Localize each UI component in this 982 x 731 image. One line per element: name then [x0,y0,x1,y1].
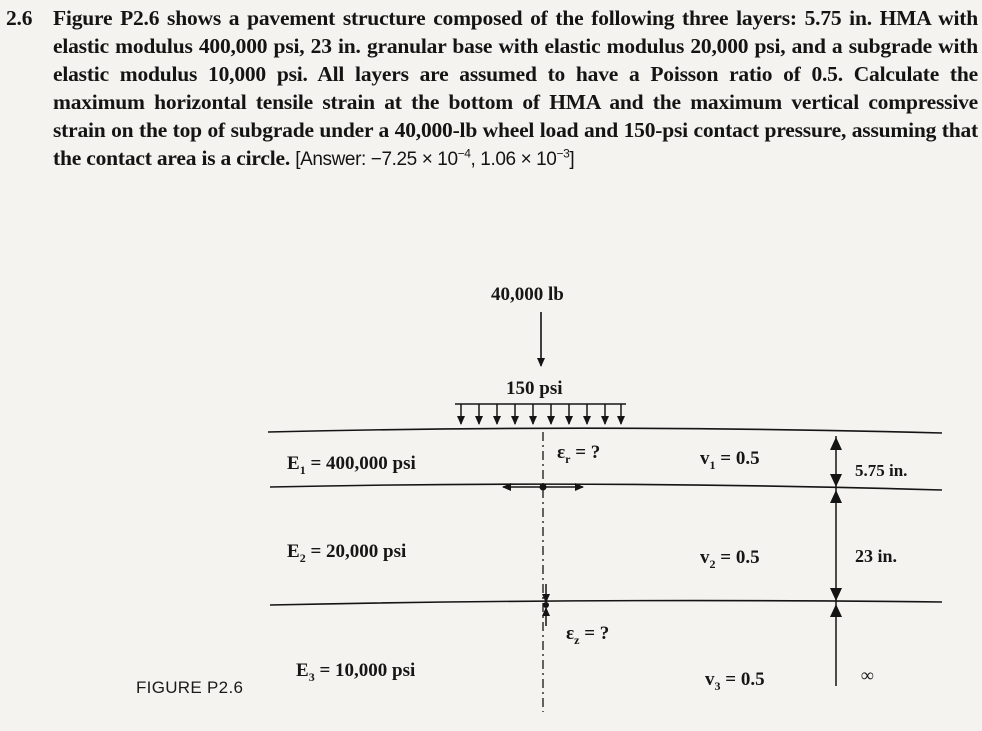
strain-z-label: $\varepsilon_z$ = ? [566,623,610,647]
problem-text: Figure P2.6 shows a pavement structure composed of the following three layers: 5.75 in. HMA with elastic modulus 400,000 psi, 23 in. granular base with elastic modulus 20,000 psi, and a subgrade with elastic modulus 10,000 psi. All layers are assumed to have a Poisson ratio of 0.5. Calculate the maximum horizontal tensile strain at the bottom of HMA and the maximum vertical compressive strain on the top of subgrade under a 40,000-lb wheel load and 150-psi contact pressure, assuming that the contact area is a circle. [53,6,978,170]
layer2-thickness-label: 23 in. [855,546,898,566]
pressure-arrows [461,404,621,424]
answer-exponent-2: −3 [556,146,570,161]
layer1-thickness-label: 5.75 in. [855,461,908,480]
answer-middle: , 1.06 × 10 [470,149,557,170]
layer3-thickness-label: ∞ [861,665,874,685]
layer1-modulus-label: $E_1 = 400,000$ psi [287,453,416,477]
dimension-tick-bottom-hma [830,474,842,487]
answer-exponent-1: −4 [457,146,471,161]
load-label: 40,000 lb [491,284,564,305]
layer1-poisson-label: $v_1 = 0.5$ [700,448,760,472]
figure-caption: FIGURE P2.6 [136,678,244,697]
surface-line [268,428,942,433]
hma-base-interface-line [270,484,942,490]
problem-number: 2.6 [6,6,33,30]
dimension-tick-top-subgrade [830,604,842,617]
strain-r-point [540,484,547,491]
dimension-tick-top-base [830,490,842,503]
strain-z-point [543,602,549,608]
pressure-label: 150 psi [506,378,563,399]
layer2-modulus-label: $E_2 = 20,000$ psi [287,541,407,565]
strain-r-label: $\varepsilon_r$ = ? [557,442,601,466]
layer2-poisson-label: $v_2 = 0.5$ [700,547,760,571]
base-subgrade-interface-line [270,601,942,605]
answer-suffix: ] [569,149,575,170]
dimension-tick-bottom-base [830,588,842,601]
answer-prefix: [Answer: −7.25 × 10 [295,149,458,170]
dimension-tick-top-hma [830,437,842,450]
layer3-poisson-label: $v_3 = 0.5$ [705,669,765,693]
layer3-modulus-label: $E_3 = 10,000$ psi [296,660,416,684]
